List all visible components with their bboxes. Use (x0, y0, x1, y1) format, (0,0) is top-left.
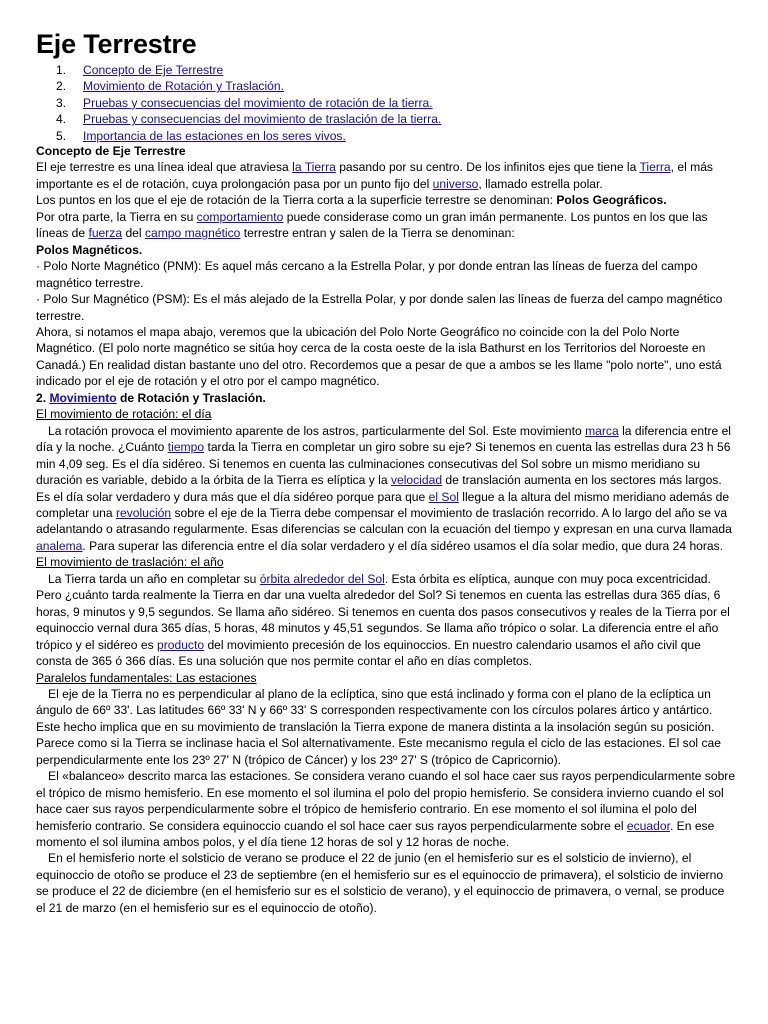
toc-link-estaciones[interactable]: Importancia de las estaciones en los seres vivos. (83, 128, 346, 143)
toc-item (56, 111, 441, 127)
link-orbita[interactable]: órbita alrededor del Sol (259, 571, 385, 586)
toc-link-concepto[interactable]: Concepto de Eje Terrestre (83, 63, 224, 77)
paragraph-traslacion: La Tierra tarda un año en completar su órbita alrededor del Sol. Esta órbita es elíptica, aunque con muy poca excentricidad. Pero ¿cuánto tarda realmente la Tierra en dar una vuelta alrededor del Sol? Si tenemos en cuenta las estrellas dura 365 días, 6 horas, 9 minutos y 9,5 segundos. Se llama año sidéreo. Si tenemos en cuenta dos pasos consecutivos y reales de la Tierra por el equinoccio vernal dura 365 días, 5 horas, 48 minutos y 45,51 segundos. Se llama año trópico o solar. La diferencia entre el año trópico y el sidéreo es producto del movimiento precesión de los equinoccios. En nuestro calendario usamos el año civil que consta de 365 ó 366 días. Es una solución que nos permite contar el año en días completos. (36, 571, 730, 669)
paragraph-eje: El eje terrestre es una línea ideal que atraviesa la Tierra pasando por su centro. De los infinitos ejes que tiene la Tierra, el más importante es el de rotación, cuya prolongación pasa por un punto fijo del universo, llamado estrella polar. (36, 160, 713, 191)
link-la-tierra[interactable]: la Tierra (292, 160, 336, 175)
link-campo-magnetico[interactable]: campo magnético (144, 226, 241, 241)
paragraph-solsticios: En el hemisferio norte el solsticio de verano se produce el 22 de junio (en el hemisferio sur es el solsticio de invierno), el equinoccio de otoño se produce el 23 de septiembre (en el hemisferio sur es el equinoccio de primavera), el solsticio de invierno se produce el 22 de diciembre (en el hemisferio sur es el solsticio de verano), y el equinoccio de primavera, o vernal, se produce el 21 de marzo (en el hemisferio sur es el equinoccio de otoño). (36, 851, 725, 915)
toc-item (56, 62, 441, 78)
link-tierra[interactable]: Tierra (639, 160, 671, 175)
link-fuerza[interactable]: fuerza (88, 226, 123, 241)
paragraph-rotacion: La rotación provoca el movimiento aparente de los astros, particularmente del Sol. Este movimiento marca la diferencia entre el día y la noche. ¿Cuánto tiempo tarda la Tierra en completar un giro sobre su eje? Si tenemos en cuenta las estrellas dura 23 h 56 min 4,09 seg. Es el día sidéreo. Si tenemos en cuenta las culminaciones consecutivas del Sol sobre un mismo meridiano su duración es variable, debido a la órbita de la Tierra es elíptica y la velocidad de translación aumenta en los sectores más largos. Es el día solar verdadero y dura más que el día sidéreo porque para que el Sol llegue a la altura del mismo meridiano además de completar una revolución sobre el eje de la Tierra debe compensar el movimiento de traslación recorrido. A lo largo del año se va adelantando o atrasando regularmente. Esas diferencias se calculan con la ecuación del tiempo y expresan en una curva llamada analema. Para superar las diferencia entre el día solar verdadero y el día sidéreo usamos el día solar medio, que dura 24 horas. (36, 423, 732, 553)
toc-number: 4. (56, 112, 67, 127)
toc-number: 1. (56, 63, 67, 77)
subheading-estaciones: Paralelos fundamentales: Las estaciones (36, 670, 257, 685)
table-of-contents (56, 62, 441, 144)
paragraph-ecliptica: El eje de la Tierra no es perpendicular al plano de la eclíptica, sino que está inclinado y forma con el plano de la eclíptica un ángulo de 66º 33'. Las latitudes 66º 33' N y 66º 33' S corresponden respectivamente con los círculos polares ártico y antártico. Este hecho implica que en su movimiento de translación la Tierra expone de manera distinta a la insolación según su posición. Parece como si la Tierra se inclinase hacia el Sol alternativamente. Este mecanismo regula el ciclo de las estaciones. El sol cae perpendicularmente ente los 23º 27' N (trópico de Cáncer) y los 23º 27' S (trópico de Capricornio). (36, 686, 721, 767)
toc-number: 3. (56, 95, 67, 110)
toc-link-traslacion[interactable]: Pruebas y consecuencias del movimiento de traslación de la tierra. (83, 112, 442, 127)
toc-item (56, 78, 441, 94)
section-heading-movimiento: 2. Movimiento de Rotación y Traslación. (36, 390, 266, 405)
section-heading-concepto: Concepto de Eje Terrestre (36, 144, 186, 158)
link-el-sol[interactable]: el Sol (428, 489, 459, 504)
link-movimiento[interactable]: Movimiento (49, 390, 117, 405)
link-universo[interactable]: universo (432, 176, 479, 191)
paragraph-iman: Por otra parte, la Tierra en su comportamiento puede considerase como un gran imán permanente. Los puntos en los que las líneas de fuerza del campo magnético terrestre entran y salen de la Tierra se denominan: (36, 209, 708, 241)
page-title: Eje Terrestre (36, 29, 197, 59)
toc-item (56, 128, 441, 144)
paragraph-pnm: · Polo Norte Magnético (PNM): Es aquel más cercano a la Estrella Polar, y por donde entran las líneas de fuerza del campo magnético terrestre. (36, 259, 698, 290)
toc-number: 2. (56, 79, 67, 94)
link-velocidad[interactable]: velocidad (390, 473, 443, 488)
subheading-traslacion: El movimiento de traslación: el año (36, 555, 224, 570)
paragraph-mapa: Ahora, si notamos el mapa abajo, veremos que la ubicación del Polo Norte Geográfico no coincide con la del Polo Norte Magnético. (El polo norte magnético se sitúa hoy cerca de la costa oeste de la isla Bathurst en los Territorios del Noroeste en Canadá.) En realidad distan bastante uno del otro. Recordemos que a pesar de que a ambos se les llame "polo norte", uno está indicado por el eje de rotación y el otro por el campo magnético. (36, 324, 722, 389)
toc-link-movimiento[interactable]: Movimiento de Rotación y Traslación. (83, 79, 284, 94)
link-revolucion[interactable]: revolución (116, 505, 172, 520)
link-ecuador[interactable]: ecuador (626, 818, 670, 833)
link-comportamiento[interactable]: comportamiento (196, 209, 284, 224)
paragraph-polos-geograficos: Los puntos en los que el eje de rotación de la Tierra corta a la superficie terrestre se denominan: Polos Geográficos. (36, 193, 667, 208)
toc-link-rotacion[interactable]: Pruebas y consecuencias del movimiento de rotación de la tierra. (83, 95, 433, 110)
link-tiempo[interactable]: tiempo (167, 440, 205, 455)
link-marca[interactable]: marca (585, 423, 619, 438)
toc-number: 5. (56, 128, 67, 143)
subheading-rotacion: El movimiento de rotación: el día (36, 407, 212, 422)
article-body (36, 143, 736, 916)
toc-item (56, 95, 441, 111)
link-producto[interactable]: producto (157, 637, 205, 652)
paragraph-psm: · Polo Sur Magnético (PSM): Es el más alejado de la Estrella Polar, y por donde salen las líneas de fuerza del campo magnético terrestre. (36, 292, 723, 323)
label-polos-magneticos: Polos Magnéticos. (36, 242, 143, 257)
paragraph-balanceo: El «balanceo» descrito marca las estaciones. Se considera verano cuando el sol hace caer sus rayos perpendicularmente sobre el trópico de mismo hemisferio. En ese momento el sol ilumina el polo del propio hemisferio. Se considera invierno cuando el sol hace caer sus rayos perpendicularmente sobre el trópico de hemisferio contrario. En ese momento el sol ilumina el polo del hemisferio contrario. Se considera equinoccio cuando el sol hace caer sus rayos perpendicularmente sobre el ecuador. En ese momento el sol ilumina ambos polos, y el día tiene 12 horas de sol y 12 horas de noche. (36, 769, 736, 850)
link-analema[interactable]: analema (36, 538, 83, 553)
